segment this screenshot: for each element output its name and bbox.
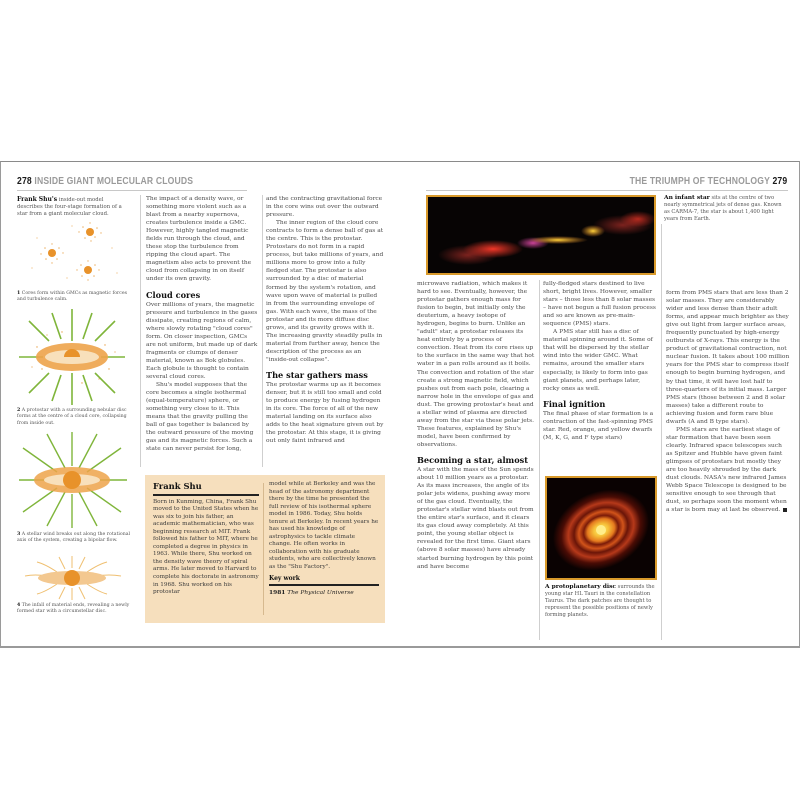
bio-divider	[263, 483, 264, 615]
right-running-head	[629, 175, 787, 187]
intro-caption-text: inside-out model describes the four-stage formation of a star from a giant molecular cloud.	[17, 197, 122, 218]
section-heading-becoming-a-star: Becoming a star, almost	[417, 454, 529, 465]
section-heading-star-gathers-mass: The star gathers mass	[266, 369, 368, 380]
disc-caption-bold: A protoplanetary disc	[545, 583, 617, 590]
infant-star-caption	[664, 195, 788, 223]
stage3-caption	[17, 532, 133, 545]
bio-paragraph: Born in Kunming, China, Frank Shu moved to the United States when he was six to join his father, an academic mathematician, who was beginning research at MIT. Frank followed his father to MIT, where he completed a degree in physics in 1963. While there, Shu worked on the density wave theory of spiral arms. He later moved to Harvard to complete his doctorate in astronomy in 1968. Shu worked on his protostar	[153, 498, 259, 596]
stage3-bipolar-flow-diagram	[17, 430, 129, 530]
right-column-1	[417, 280, 537, 571]
stage1-cloud-cores-diagram	[17, 218, 129, 290]
paragraph: A star with the mass of the Sun spends about 10 million years as a protostar. As its mass increases, the angle of its polar jets widens, pushing away more of the gas cloud. Eventually, the protostar's stellar wind blasts out from the entire star's surface, and it clears its gas cloud away completely. At this point, the young stellar object is revealed for the first time. Giant stars (above 8 solar masses) have already started burning hydrogen by this point and have become	[417, 466, 534, 570]
infant-star-caption-text: sits at the centre of two nearly symmetrical jets of dense gas. Known as CARMA-7, the star is about 1,400 light years from Earth.	[664, 195, 782, 222]
key-work-title: The Physical Universe	[287, 589, 354, 596]
infant-star-jets-photo	[426, 195, 656, 275]
paragraph: Over millions of years, the magnetic pressure and turbulence in the gases dissipate, creating regions of calm, where slowly rotating "cloud cores" form. On closer inspection, GMCs are not uniform, but made up of dark fragments or clumps of denser material, known as Bok globules. Each globule is thought to contain several cloud cores.	[146, 301, 258, 380]
disc-caption-text: surrounds the young star HL Tauri in the constellation Taurus. The dark patches are thought to represent the possible positions of newly forming planets.	[545, 584, 655, 618]
key-work-item	[269, 589, 379, 598]
stage1-text: Cores form within GMCs as magnetic forces and turbulence calm.	[17, 291, 128, 303]
key-work-rule	[269, 584, 379, 586]
left-running-head	[17, 175, 193, 187]
hl-tauri-disc-image	[547, 478, 655, 578]
stage2-text: A protostar with a surrounding nebular disc forms at the centre of a cloud core, collapsing from inside out.	[17, 408, 127, 426]
bio-column-2	[269, 481, 379, 597]
stage1-caption	[17, 291, 133, 304]
header-rule-right	[426, 190, 788, 191]
paragraph	[666, 426, 790, 515]
right-running-title: THE TRIUMPH OF TECHNOLOGY	[629, 175, 770, 187]
paragraph: Shu's model supposes that the core becomes a single isothermal (equal-temperature) sphere, or something very close to it. This means that the gravity pulling the ball of gas together is balanced by the outward pressure of the moving gas and its magnetic forces. Such a state can never persist for long,	[146, 381, 254, 453]
stage4-number: 4	[17, 603, 21, 608]
stage2-protostar-diagram	[17, 307, 129, 407]
left-column-2	[266, 195, 384, 445]
column-divider	[140, 195, 141, 467]
frank-shu-biography-box	[145, 475, 385, 623]
paragraph: form from PMS stars that are less than 2 solar masses. They are considerably wider and less dense than their adult forms, and appear much brighter as they give out light from larger surface areas, frequently punctuated by high-energy outbursts of X-rays. This energy is the product of gravitational contraction, not nuclear fusion. It takes about 100 million years for the PMS star to compress itself enough to begin burning hydrogen, and by that time, it will have lost half to three-quarters of its initial mass. Larger PMS stars (those between 2 and 8 solar masses) take a different route to achieving fusion and form rare blue dwarfs (A and B type stars).	[666, 290, 790, 425]
section-heading-cloud-cores: Cloud cores	[146, 289, 201, 300]
paragraph: The protostar warms up as it becomes denser, but it is still too small and cold to produce energy by fusing hydrogen in its core. The force of all of the new material landing on its surface also adds to the heat signature given out by the protostar. At this stage, it is giving out only faint infrared and	[266, 381, 384, 445]
stage1-number: 1	[17, 291, 21, 296]
protoplanetary-disc-caption	[545, 584, 661, 619]
bio-column-1	[153, 481, 259, 597]
paragraph-text: PMS stars are the earliest stage of star formation that have been seen clearly. Infrared space telescopes such as Spitzer and Hubble have given faint glimpses of protostars but mostly they are too heavily shrouded by the dark dust clouds. NASA's new infrared James Webb Space Telescope is designed to be sensitive enough to see through that dust, so perhaps soon the moment when a star is born may at last be observed.	[666, 426, 787, 514]
stage4-caption	[17, 603, 133, 616]
paragraph: microwave radiation, which makes it hard to see. Eventually, however, the protostar gathers enough mass for fusion to begin, but initially only the deuterium, a heavy isotope of hydrogen, begins to burn. Unlike an "adult" star, a protostar releases its heat entirely by a process of convection. Heat from its core rises up to the surface in the same way that hot water in a pan rolls around as it boils. The convection and rotation of the star create a strong magnetic field, which pushes out from each pole, clearing a narrow hole in the envelope of gas and dust. The growing protostar's heat and a stellar wind of plasma are directed away from the star via these polar jets. These features, explained by Shu's model, have been confirmed by observations.	[417, 281, 535, 448]
left-page	[1, 162, 401, 649]
right-column-2	[543, 280, 657, 442]
stage3-number: 3	[17, 532, 21, 537]
left-column-1	[146, 195, 258, 453]
bio-paragraph: model while at Berkeley and was the head of the astronomy department there by the time he presented the full review of his isothermal sphere model in 1986. Today, Shu holds tenure at Berkeley. In recent years he has used his knowledge of astrophysics to tackle climate change. He often works in collaboration with his graduate students, who are collectively known as the "Shu Factory".	[269, 481, 379, 571]
carma7-jets-image	[428, 197, 654, 273]
paragraph: The final phase of star formation is a contraction of the fast-spinning PMS star. Red, orange, and yellow dwarfs (M, K, G, and F type stars)	[543, 410, 654, 441]
bio-title: Frank Shu	[153, 481, 202, 491]
stage2-caption	[17, 408, 133, 427]
paragraph: The inner region of the cloud core contracts to form a dense ball of gas at the centre. This is the protostar. Protostars do not form in a rapid process, but take millions of years, and millions more to grow into a fully fledged star. The protostar is also surrounded by a disc of material formed by the system's rotation, and wave upon wave of material is pulled in from the surrounding envelope of gas. With each wave, the mass of the protostar and its more diffuse disc grows, and its gravity grows with it. The increasing gravity steadily pulls in material from further away, hence the description of the process as an "inside-out collapse".	[266, 220, 384, 363]
stage4-circumstellar-disc-diagram	[17, 554, 129, 602]
left-running-title: INSIDE GIANT MOLECULAR CLOUDS	[34, 175, 194, 187]
section-heading-final-ignition: Final ignition	[543, 398, 606, 409]
column-divider	[661, 224, 662, 640]
page-number-left: 278	[17, 175, 32, 187]
protoplanetary-disc-photo	[545, 476, 657, 580]
key-work-year: 1981	[269, 588, 286, 596]
key-work-label: Key work	[269, 574, 300, 582]
end-of-article-mark	[783, 508, 787, 512]
diagram-intro-caption	[17, 196, 129, 219]
paragraph: and the contracting gravitational force in the core wins out over the outward pressure.	[266, 196, 383, 219]
paragraph: fully-fledged stars destined to live short, bright lives. However, smaller stars – those less than 8 solar masses – have not begun a full fusion process and so are known as pre-main-sequence (PMS) stars.	[543, 281, 656, 328]
page-number-right: 279	[772, 175, 787, 187]
header-rule-left	[17, 190, 247, 191]
right-column-3	[666, 289, 790, 514]
column-divider	[539, 280, 540, 640]
paragraph: A PMS star still has a disc of material spinning around it. Some of that will be dispersed by the stellar wind into the wider GMC. What remains, around the smaller stars especially, is likely to form into gas giant planets, and perhaps later, rocky ones as well.	[543, 329, 653, 392]
column-divider	[262, 195, 263, 467]
intro-caption-bold: Frank Shu's	[17, 196, 58, 203]
stage4-text: The infall of material ends, revealing a newly formed star with a circumstellar disc.	[17, 603, 130, 615]
bio-title-rule	[153, 494, 259, 496]
paragraph: The impact of a density wave, or something more violent such as a blast from a nearby supernova, creates turbulence inside a GMC. However, highly tangled magnetic fields run through the cloud, and these stop the turbulence from ripping the cloud apart. The magnetism also acts to prevent the cloud from collapsing in on itself under its own gravity.	[146, 196, 252, 283]
book-spread	[0, 161, 800, 648]
stage2-number: 2	[17, 408, 21, 413]
stage3-text: A stellar wind breaks out along the rotational axis of the system, creating a bipolar flow.	[17, 532, 131, 544]
infant-star-caption-bold: An infant star	[664, 194, 710, 201]
